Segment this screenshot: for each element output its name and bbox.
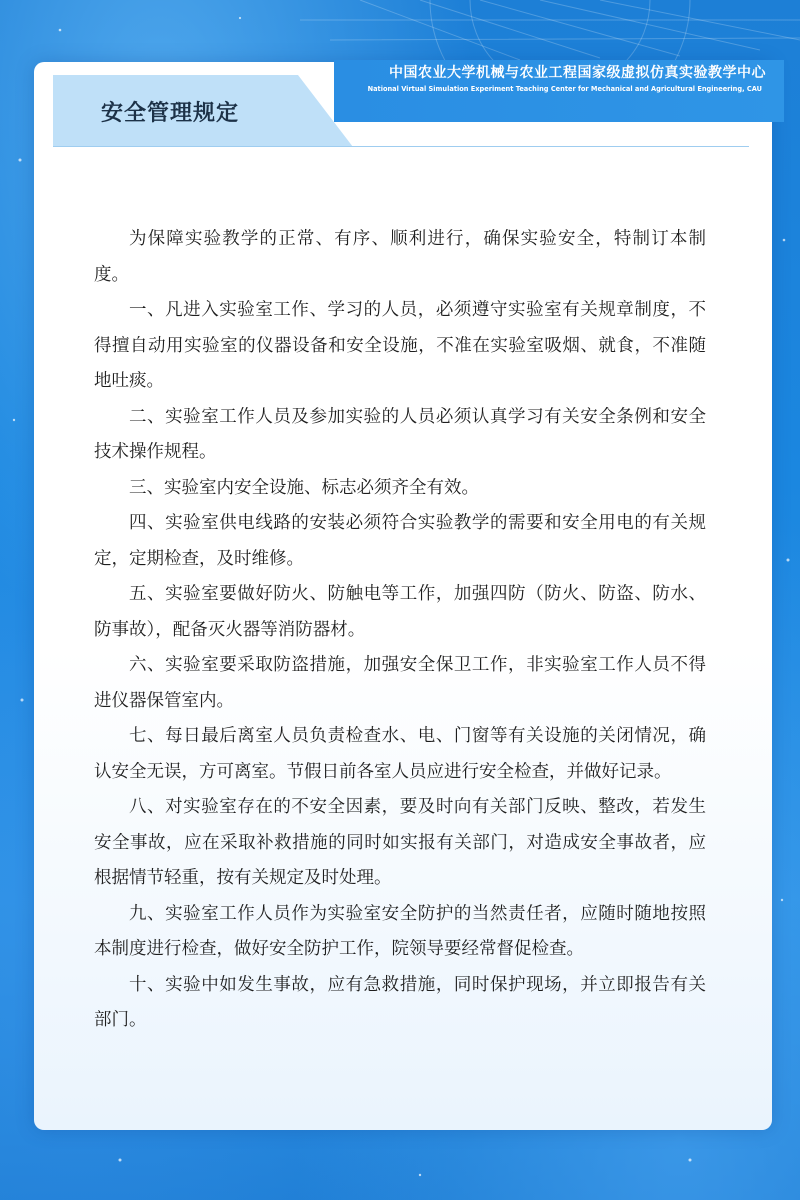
paragraph-item-10: 十、实验中如发生事故，应有急救措施，同时保护现场，并立即报告有关部门。 <box>94 974 706 1030</box>
paragraph-item-9: 九、实验室工作人员作为实验室安全防护的当然责任者，应随时随地按照本制度进行检查，做好安全防护工作，院领导要经常督促检查。 <box>94 903 706 959</box>
page-title: 安全管理规定 <box>101 101 240 126</box>
paragraph-item-5: 五、实验室要做好防火、防触电等工作，加强四防（防火、防盗、防水、防事故），配备灭火器等消防器材。 <box>94 584 706 640</box>
paragraph-item-2: 二、实验室工作人员及参加实验的人员必须认真学习有关安全条例和安全技术操作规程。 <box>94 406 706 462</box>
org-title-chinese: 中国农业大学机械与农业工程国家级虚拟仿真实验教学中心 <box>389 65 766 81</box>
org-title-english: National Virtual Simulation Experiment Teaching Center for Mechanical and Agricultural Engineering, CAU <box>367 85 762 93</box>
paragraph-item-7: 七、每日最后离室人员负责检查水、电、门窗等有关设施的关闭情况，确认安全无误，方可离室。节假日前各室人员应进行安全检查，并做好记录。 <box>94 726 706 782</box>
paragraph-item-4: 四、实验室供电线路的安装必须符合实验教学的需要和安全用电的有关规定，定期检查，及时维修。 <box>94 513 706 569</box>
paragraph-item-1: 一、凡进入实验室工作、学习的人员，必须遵守实验室有关规章制度，不得擅自动用实验室的仪器设备和安全设施，不准在实验室吸烟、就食，不准随地吐痰。 <box>94 300 706 391</box>
regulation-body <box>94 222 706 1039</box>
paragraph-item-6: 六、实验室要采取防盗措施，加强安全保卫工作，非实验室工作人员不得进仪器保管室内。 <box>94 655 706 711</box>
paragraph-item-3: 三、实验室内安全设施、标志必须齐全有效。 <box>129 477 479 498</box>
paragraph-intro: 为保障实验教学的正常、有序、顺利进行，确保实验安全，特制订本制度。 <box>94 229 706 285</box>
title-divider <box>53 146 749 147</box>
paragraph-item-8: 八、对实验室存在的不安全因素，要及时向有关部门反映、整改，若发生安全事故，应在采取补救措施的同时如实报有关部门，对造成安全事故者，应根据情节轻重，按有关规定及时处理。 <box>94 797 706 888</box>
